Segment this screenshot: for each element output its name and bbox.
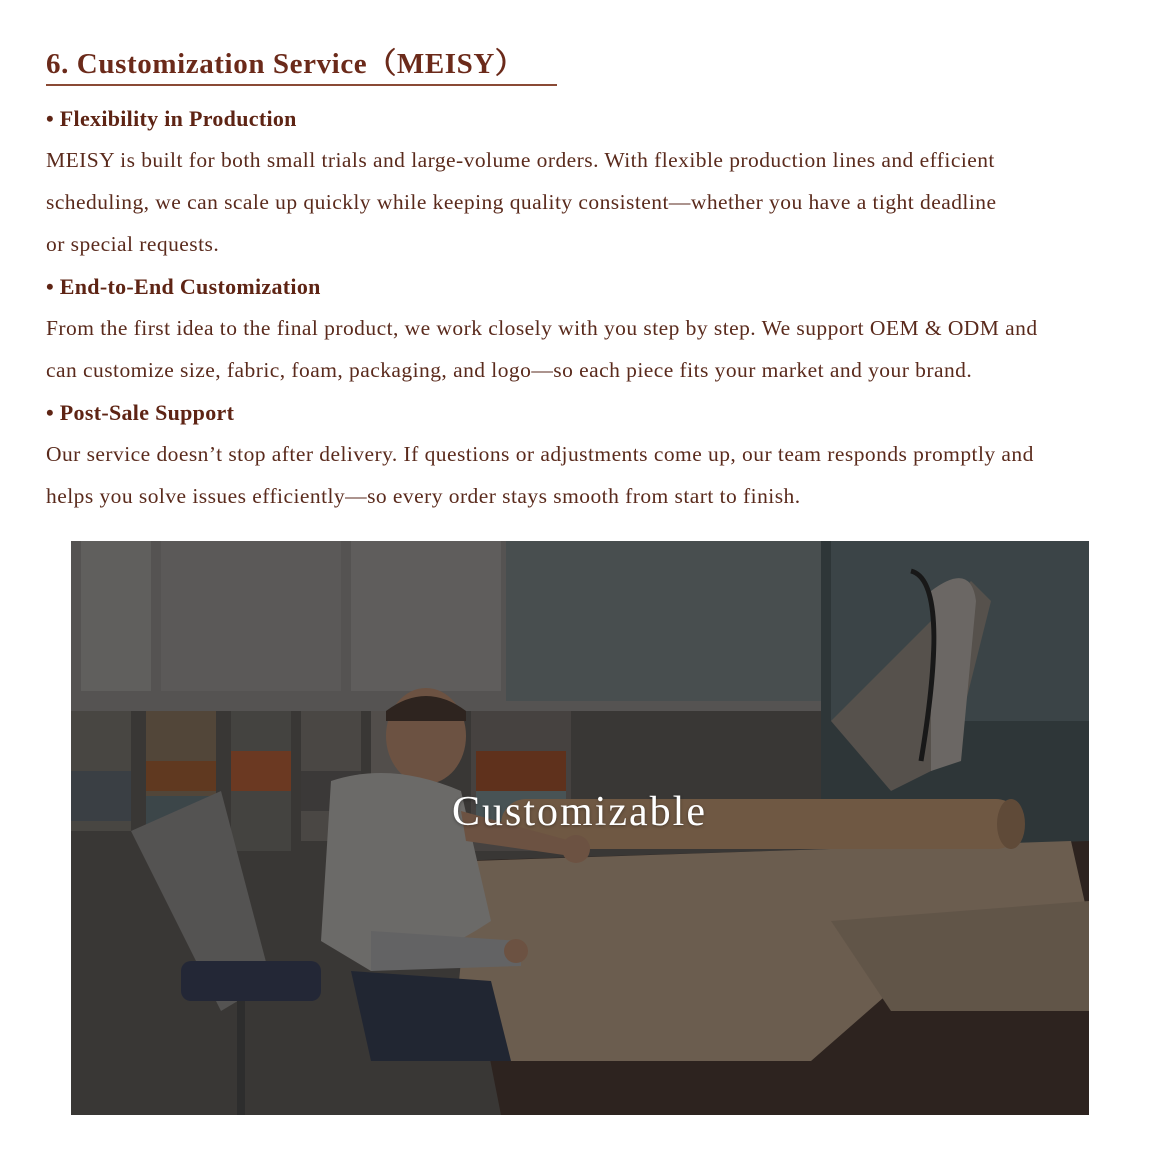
heading-post-sale: • Post-Sale Support	[46, 400, 235, 425]
heading-flexibility: • Flexibility in Production	[46, 106, 297, 131]
paragraph-line: Our service doesn’t stop after delivery. If questions or adjustments come up, our team responds promptly and	[46, 442, 1034, 466]
paragraph-line: can customize size, fabric, foam, packaging, and logo—so each piece fits your market and your brand.	[46, 358, 973, 382]
paragraph-line: MEISY is built for both small trials and large-volume orders. With flexible production lines and efficient	[46, 148, 995, 172]
photo-overlay-label: Customizable	[452, 789, 707, 835]
paragraph-line: From the first idea to the final product, we work closely with you step by step. We support OEM & ODM and	[46, 316, 1038, 340]
section-title-block	[46, 44, 557, 86]
paragraph-line: scheduling, we can scale up quickly while keeping quality consistent—whether you have a tight deadline	[46, 190, 997, 214]
paragraph-line: helps you solve issues efficiently—so every order stays smooth from start to finish.	[46, 484, 801, 508]
page-title: 6. Customization Service（MEISY）	[46, 48, 525, 80]
heading-customization: • End-to-End Customization	[46, 274, 321, 299]
paragraph-line: or special requests.	[46, 232, 220, 256]
